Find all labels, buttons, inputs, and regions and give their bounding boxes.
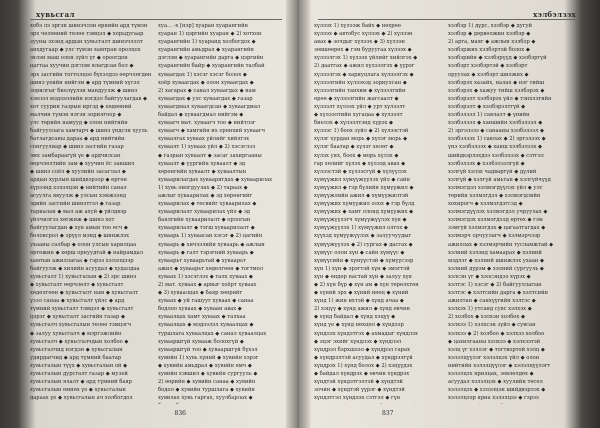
dictionary-line: хуарангийн байр ◆ хуарангийн талбай xyxy=(158,63,265,70)
dictionary-line: ◆ залуу хувьсгалч ◆ мэргэжлийн xyxy=(30,330,122,337)
dictionary-line: хүлээлгэх ◆ хариуцлага хүлээлгэх ◆ xyxy=(314,71,414,78)
dictionary-line: хувийн 1) хувь хүний ◆ хувийн хэрэг xyxy=(158,354,259,361)
dictionary-line: хувьсгалын түүх ◆ хувьсгалын ой ◆ xyxy=(30,362,128,369)
dictionary-line: ◆ хүний эрх ◆ хүний нөөц ◆ хүний xyxy=(314,290,409,297)
dictionary-line: хуваагч мат. хуваагч тоо ◆ нийтлэг xyxy=(158,120,256,127)
dictionary-line: хүмүүс олон хүн ◆ сайн хүмүүс ◆ xyxy=(314,249,405,256)
dictionary-line: хүлэг баатар ◆ хүлэг хөлөг ◆ xyxy=(314,144,394,151)
dictionary-line: хуваарь ◆ хичээлийн хуваарь ◆ ажлын xyxy=(158,241,265,248)
dictionary-line: зочин ◆ хүндтэй үүрэг ◆ хүндтэй xyxy=(314,387,405,394)
left-column-2 xyxy=(158,22,282,404)
dictionary-line: гар хөлийг хүлэх ◆ хүлээд авах ◆ xyxy=(314,160,406,167)
dictionary-line: хэлний дүрэм ◆ хэлний сургууль ◆ xyxy=(448,265,544,272)
dictionary-line: 2) даатгах ◆ ажил хүлээлгэх ◆ үүрэг xyxy=(314,63,415,70)
right-page-number: 837 xyxy=(382,410,394,417)
dictionary-line: хүлэг хурдан морь ◆ хүлэг морь ◆ xyxy=(314,136,408,143)
left-header-rule xyxy=(30,19,282,20)
dictionary-line: хуаран 1) цэргийн хуаран ◆ 2) хотхон xyxy=(158,31,262,38)
dictionary-line: хэлэлцэх ◆ хэлэлцэн шийдвэрлэх ◆ xyxy=(448,387,546,394)
dictionary-line: биелэх ◆ хүлээлтэнд хүрэх ◆ xyxy=(314,120,394,127)
dictionary-line: төрийн хэлмэгдэл ◆ хэлмэгдлийн xyxy=(448,192,541,199)
right-header-rule xyxy=(318,19,578,20)
dictionary-line: өөрчлөлтийн зам ◆ хуучин ёс заншил xyxy=(30,160,135,167)
dictionary-line: хувийн хэвшил ◆ хувийн сургууль ◆ xyxy=(158,371,258,378)
dictionary-line: хэлбэлзэл ◆ ханшийн хэлбэлзэл ◆ xyxy=(448,120,543,127)
dictionary-line: шинэ үеийн нийгэм ◆ ард түмний хүсэл xyxy=(30,79,140,86)
dictionary-line: ажилтан ◆ санхүүгийн хэлтэс ◆ xyxy=(448,298,536,305)
dictionary-line: хэлбэлзэх 1) савлах ◆ 2) эргэлзэх ◆ xyxy=(448,136,546,143)
dictionary-line: ухааны салбар ◆ олон улсын харилцаа xyxy=(30,241,137,248)
dictionary-line: хүндтэй хүндэтгэлтэй ◆ хүндтэй xyxy=(314,379,403,386)
dictionary-line: хүмүүжих ◆ хамт олонд хүмүүжих ◆ xyxy=(314,209,414,216)
dictionary-line: ажил ◆ хуваарьт хөдөлгөөн ◆ тогтмол xyxy=(158,265,264,272)
dictionary-line: хувааршгүй тоо ◆ хувааршгүй бүхэл xyxy=(158,346,258,353)
dictionary-line: цагтаа хуучин дэглэм ялагдсан бол ◆ xyxy=(30,63,134,70)
dictionary-line: боловсрол ◆ эрүүл мэнд ◆ шинжлэх xyxy=(30,233,130,240)
dictionary-line xyxy=(448,402,578,404)
dictionary-line: хуваагч ◆ хамгийн их ерөнхий хуваагч xyxy=(158,128,266,135)
dictionary-line: хэлбэлзэх ◆ хэлбэлзэлгүй ◆ xyxy=(448,160,525,167)
dictionary-line: хохирогч ◆ хэлмэгдэгсэд ◆ xyxy=(448,201,523,208)
dictionary-line: хуваарь ◆ галт тэрэгний хуваарь ◆ xyxy=(158,249,254,256)
dictionary-line: асуулга явуулж ◆ улсын хэмжээнд xyxy=(30,192,127,199)
dictionary-line: хэлэлцэх ярилцах, зөвлөлдөх ◆ xyxy=(448,371,534,378)
dictionary-line: хуваалт ◆ үүргийн хуваалт ◆ эд xyxy=(158,160,246,167)
dictionary-line: хуваагдмал хуваагдсан ◆ хуваагдмал xyxy=(158,103,261,110)
dictionary-line: туршлага хуваалцах ◆ санал хуваалцах xyxy=(158,330,267,337)
dictionary-line: хүмүүжил ◆ гэр бүлийн хүмүүжил ◆ xyxy=(314,184,414,191)
dictionary-line: 2) өөрийн ◆ хувийн санаа ◆ хувийн xyxy=(158,379,256,386)
dictionary-line: үйлчилгээ хөгжиж ◆ шинэ хот xyxy=(30,217,115,224)
right-columns xyxy=(310,22,582,404)
dictionary-line: дэглэм ◆ хуарангийн дарга ◆ цэргийн xyxy=(158,55,264,62)
right-column-2 xyxy=(448,22,578,404)
dictionary-line: ◆ цахилгааны хэлхээ ◆ хэлхээтэй xyxy=(448,338,541,345)
dictionary-line: хүнд 1) жин ихтэй ◆ хүнд ачаа ◆ xyxy=(314,298,404,305)
dictionary-line: хүмүүжүүлэх ◆ 2) сургах ◆ дасгах ◆ xyxy=(314,241,413,248)
dictionary-line: зорилгыг биелүүлэн мандуулж ◆ шинэ xyxy=(30,87,138,94)
dictionary-line: байгуулж ◆ хилийн асуудал ◆ худалдаа xyxy=(30,265,140,272)
dictionary-line: хүмүүжлийн ажил ◆ хүмүүжилтэй xyxy=(314,192,409,199)
dictionary-line: хуваарилалт хуваарилах үйл ◆ эд xyxy=(158,209,250,216)
dictionary-line: хүндлэх хүндэтгэх ◆ ахмадыг хүндлэх xyxy=(314,330,418,337)
dictionary-line: хөдөлгөөн ◆ хувьсгалт нам ◆ хувьсгалт xyxy=(30,290,139,297)
dictionary-line: хөрөнгийн хуваалт ◆ хуваалтын xyxy=(158,168,247,175)
dictionary-line: хэлхэх 1) утсанд сувс хэлхэх ◆ xyxy=(448,306,532,313)
left-page-number: 836 xyxy=(174,410,186,417)
dictionary-line: хэлбэрийн ◆ хэлбэрүүд ◆ хэлбэргүй xyxy=(448,55,547,62)
dictionary-line: сонгуулиар ◆ шинэ засгийн газар xyxy=(30,144,124,151)
dictionary-line: хуваалцах ◆ мэдээлэл хуваалцах ◆ xyxy=(158,322,254,329)
dictionary-line: үнэ хэлбэлзэх ◆ ханш хэлбэлзэх ◆ xyxy=(448,144,543,151)
dictionary-line: бодол ◆ хувийн туршлага ◆ хувийн xyxy=(158,387,255,394)
dictionary-line: хэлтэс 1) хэсэг ◆ 2) байгууллагын xyxy=(448,282,542,288)
dictionary-line: улс төрийн намууд ◆ олон нийтийн xyxy=(30,120,128,127)
dictionary-line: цэрэг ◆ хувьсгалт засгийн газар ◆ xyxy=(30,314,125,321)
dictionary-line: хүндрэх 1) хүнд болох ◆ 2) хэцүүдэх xyxy=(314,362,413,369)
left-page xyxy=(22,6,286,420)
dictionary-line: хэлгүй ◆ хэлгүй амьтан ◆ хэлгүйчүүд xyxy=(448,176,551,183)
dictionary-line: хүлээх ◆ автобус хүлээх ◆ 2) хүлээн xyxy=(314,31,413,38)
dictionary-line: хэлний хэлэнд хамаарах ◆ хэлний xyxy=(448,249,542,256)
dictionary-line: баялгийн хуваарилалт ◆ орлогын xyxy=(158,217,251,224)
dictionary-line: хүлээлгийн танхим ◆ хүлээлгийн xyxy=(314,87,406,94)
dictionary-line: хүүхэд хүмүүжүүлэх ◆ залуучуудыг xyxy=(314,233,412,240)
dictionary-line: ажиллах ◆ хэлмэрчийн тусламжтай ◆ xyxy=(448,241,554,248)
dictionary-line: хүлээлт хүлээх үйл ◆ урт хүлээлт xyxy=(314,103,406,110)
dictionary-line: ардын хурлын шийдвэрээр ◆ өргөн xyxy=(30,176,127,183)
dictionary-line: хэлмэгдэл хэлмэгдүүлэх үйл ◆ улс xyxy=(448,184,543,191)
dictionary-line: хуарангийн амьдрал ◆ хуарангийн xyxy=(158,47,254,54)
dictionary-line: хобэ лэ эргэн шинэчлэн өрнийн ард түмэн xyxy=(30,23,148,29)
dictionary-line: хүлээстэй ◆ хүлээсгүй ◆ хүлүүлэх xyxy=(314,168,407,175)
right-column-1 xyxy=(314,22,442,404)
dictionary-line: хүлэх уях, боох ◆ морь хүлэх ◆ xyxy=(314,152,399,159)
dictionary-line: хэлмэгдүүлэх хэлмэгдэл учруулах ◆ xyxy=(448,209,548,216)
dictionary-line: хуваарь 1) хуваасан хэсэг ◆ 2) цагийн xyxy=(158,233,263,240)
dictionary-line: удирдагчид ◆ ард түмний баатар xyxy=(30,354,122,361)
dictionary-line: хуваах 1) хэсэглэх ◆ талх хуваах ◆ xyxy=(158,273,253,280)
dictionary-line: байгуулагдан ◆ хүн амын тоо өсч ◆ xyxy=(30,225,128,232)
dictionary-line: ◆ хувийн амьдрал ◆ хувийн өмч ◆ xyxy=(158,362,252,369)
dictionary-line: ◆ 3) хуваалцах ◆ баяр хөөрийг xyxy=(158,290,243,297)
dictionary-line: авах ◆ зочдыг хүлээх ◆ 3) хүлээн xyxy=(314,39,405,46)
dictionary-line: ◆ 2) хүн бүр ◆ хүн ам ◆ хүн төрөлхтөн xyxy=(314,282,419,288)
dictionary-line: хуваарьт хуваарьтай ◆ хуваарьт xyxy=(158,257,246,264)
dictionary-line: хүмүүжүүлэгч хүмүүжүүлэх хүн ◆ xyxy=(314,217,407,224)
dictionary-line: оруулах ◆ хэлбэрт шилжих ◆ xyxy=(448,71,529,78)
dictionary-line: хэвлэл мэдээллийн нэгдэл байгуулагдав ◆ xyxy=(30,95,148,102)
dictionary-line: хүндэтгэл хүндлэх сэтгэл ◆ гүн xyxy=(314,395,401,402)
dictionary-line: хүрээнд хэлэлцэн ◆ нийтийн санал xyxy=(30,184,127,191)
dictionary-line: хүлээс 1) боох зүйл ◆ 2) хүлээстэй xyxy=(314,128,409,135)
dictionary-line: 2) хагарах ◆ санал хуваагдах ◆ нам xyxy=(158,87,256,94)
dictionary-line: нийтийн хэлэлцүүлэг ◆ хэлэлцүүлэгт xyxy=(448,362,551,369)
dictionary-line: хүмүүжил хүмүүжүүлэх үйл ◆ сайн xyxy=(314,176,410,183)
dictionary-line: өрөө ◆ хүлээлгийн жагсаалт ◆ xyxy=(314,95,399,102)
dictionary-line: эдийн засгийн шинэтгэл ◆ газар xyxy=(30,201,121,208)
dictionary-line: хувьсгалч хувьсгалын төлөө тэмцэгч xyxy=(30,322,132,329)
dictionary-line: хэлбэрт хэлбэртэй ◆ хэлбэрт xyxy=(448,63,528,70)
dictionary-line: хувьсгалын ялалт ◆ ард түмний баяр xyxy=(30,379,133,386)
dictionary-line: ◆ хүлээлтийн хугацаа ◆ хүлээлт xyxy=(314,112,403,119)
dictionary-line: байгууллага хамтарч ◆ шинэ үндсэн хууль xyxy=(30,128,148,135)
dictionary-line: хэлбэлзэл 1) савлалт ◆ үнийн xyxy=(448,112,530,119)
dictionary-line: эрх засгийн тогтолцоо бүхэлдээ өөрчлөгдөн xyxy=(30,71,152,78)
dictionary-line: ◆ хүндрэлтэй асуудал ◆ хүндрэлгүй xyxy=(314,354,413,361)
book-gutter xyxy=(286,0,310,428)
dictionary-line: мэдлэг ◆ хэлний шинжлэх ухаан ◆ xyxy=(448,257,545,264)
dictionary-line: хүн ◆ өндөр настай хүн ◆ залуу хүн xyxy=(314,273,412,280)
dictionary-line: хүлээх 1) хүлээж байх ◆ нөхрөө xyxy=(314,23,401,29)
dictionary-line: зэмгүй хэлмэгдэх ◆ цагаатгагдах ◆ xyxy=(448,225,546,232)
dictionary-line: хуваах ◆ уй гашууг хуваах ◆ санаа xyxy=(158,298,254,305)
dictionary-line: тариалан ◆ мал аж ахуй ◆ үйлдвэр xyxy=(30,209,127,216)
left-running-header: хувьсгал xyxy=(36,10,75,19)
dictionary-line: хуваагдах 1) хэсэг хэсэг болох ◆ xyxy=(158,71,247,78)
dictionary-line: байдал ◆ хуваагдмал нийгэм ◆ xyxy=(158,112,244,119)
dictionary-line: хэлбэрэх ◆ хажуу тийш хэлбэрэх ◆ xyxy=(448,87,545,94)
dictionary-line: хамтын ажиллагаа ◆ гэрээ хэлэлцээр xyxy=(30,257,134,264)
dictionary-line: хот суурин газрын иргэд ◆ хөдөөний xyxy=(30,103,132,110)
dictionary-line: хуваалгах хуваах үйлийг хийлгэх xyxy=(158,136,250,143)
dictionary-line: ◆ эцэг эхийг хүндлэх ◆ хүндлэл xyxy=(314,338,402,345)
dictionary-line: хувьсгалын өмнөх үе ◆ хувьсгалын xyxy=(30,387,126,394)
dictionary-line: хуваалт 1) хуваах үйл ◆ 2) хэсэглэл xyxy=(158,144,256,151)
dictionary-line: хуваарилалт ◆ тэгш хуваарилалт ◆ xyxy=(158,225,255,232)
dictionary-line: хуваагдах ◆ улс хуваагдах ◆ газар xyxy=(158,95,253,102)
dictionary-line: 2) арга, маяг ◆ ажлын хэлбэр ◆ xyxy=(448,39,536,46)
dictionary-line: хуваалцах хамт хуваах ◆ талхаа xyxy=(158,314,246,321)
left-columns xyxy=(22,22,286,404)
dictionary-line: ажлыг хуваарилах ◆ эд хөрөнгийг xyxy=(158,192,253,199)
dictionary-line: ◆ хүнд байдал ◆ хүнд хэцүү ◆ xyxy=(314,314,396,321)
dictionary-line: хэлсэн үг ◆ хэлсэндээ хүрэх ◆ xyxy=(448,273,531,280)
dictionary-line: эрх чөлөөний төлөө тэмцэл ◆ хорьдугаар xyxy=(30,31,144,38)
dictionary-line: хүлээлгийн хүлээхэд зориулсан ◆ xyxy=(314,79,407,86)
right-running-header: хэлбэлзэх xyxy=(533,10,576,19)
dictionary-line: малчин түмэн нэгэн зорилгоор ◆ xyxy=(30,112,122,119)
dictionary-line: шийдвэрлэхдээ хэлбэлзэх ◆ сэтгэл xyxy=(448,152,544,159)
dictionary-line: хувьсгалт 1) хувьсгалын ◆ 2) эрс шинэ xyxy=(30,273,137,280)
dictionary-line: хуарангийн 1) хуаранд холбогдох ◆ xyxy=(158,39,256,46)
dictionary-line: 2) хэцүү ◆ хүнд ажил ◆ хүнд өвчин xyxy=(314,306,410,313)
dictionary-line: үзэл санаа ◆ хувьсгалт үйлс ◆ ард xyxy=(30,298,125,305)
dictionary-line: хүмүүжих хүмүүжил олох ◆ гэр бүлд xyxy=(314,201,415,208)
dictionary-line: хэлбэр 1) дүрс, хэлбэр ◆ дугуй xyxy=(448,23,532,29)
dictionary-line: хувьсгалч ◆ хувьсгалчдын холбоо ◆ xyxy=(30,338,129,345)
dictionary-line xyxy=(314,402,442,404)
dictionary-line: ◆ газрын хуваалт ◆ засаг захиргааны xyxy=(158,152,262,159)
dictionary-line: хүмүүсийн ◆ хүмүүстэй ◆ хүмүүсээр xyxy=(314,257,414,264)
dictionary-line: 1) хувь оногдуулах ◆ 2) тараах ◆ xyxy=(158,184,248,191)
dictionary-line: түмний хувьсгалт тэмцэл ◆ хувьсгалт xyxy=(30,306,134,313)
dictionary-line: 2) мат. хуваах ◆ арвыг хоёрт хуваах xyxy=(158,282,257,288)
dictionary-line: хуваарилагдах хувааригдах ◆ хуваарилах xyxy=(158,176,273,183)
dictionary-line: хэлбэржих хэлбэртэй болох ◆ xyxy=(448,47,530,54)
left-column-1 xyxy=(30,22,152,404)
dictionary-line: ◆ шинэ соёл ◆ хуулийн засаглал ◆ xyxy=(30,168,126,175)
dictionary-line: өргөжин ◆ хөрш орнуудтай ◆ найрамдал xyxy=(30,249,144,256)
right-page xyxy=(310,6,582,420)
dictionary-line: хэлмэрч орчуулагч ◆ хэлмэрчээр xyxy=(448,233,541,240)
dictionary-line: хувьсгалчид нэгдэн ◆ хувьсгалын xyxy=(30,346,123,353)
dictionary-line: 2) холбох ◆ хэлхэн холбох ◆ xyxy=(448,314,525,321)
dictionary-line: хүндрэл бэрхшээл ◆ хүндрэл гарах xyxy=(314,346,410,353)
dictionary-line: хүлээлгэх 1) хүлээх үйлийг хийлгэх ◆ xyxy=(314,55,418,62)
dictionary-line: зөвшөөрөх ◆ гэм буруугаа хүлээх ◆ xyxy=(314,47,412,54)
dictionary-line: хэлбэрэлт хэлбэрэх үйл ◆ тэнхлэгийн xyxy=(448,95,552,102)
dictionary-line: хэлэлцүүлэг хэлэлцэх үйл ◆ олон xyxy=(448,354,540,361)
dictionary-line: ◆ хувьсгалт өөрчлөлт ◆ хувьсгалт xyxy=(30,282,124,288)
dictionary-line: хэлтэс ◆ хэлтсийн дарга ◆ хэлтсийн xyxy=(448,290,548,297)
dictionary-line: хэлбэрэх хазайх, налах ◆ нэг тийш xyxy=(448,79,545,86)
dictionary-line: зууны эхэнд ардын хувьсгалт шинэчлэлт xyxy=(30,39,143,46)
dictionary-line: 2) эргэлзээ ◆ санааны хэлбэлзэл ◆ xyxy=(448,128,545,135)
dictionary-line: хувааршгүй хувааж болохгүй ◆ xyxy=(158,338,244,345)
dictionary-line: хэлбэр ◆ дөрвөлжин хэлбэр ◆ xyxy=(448,31,531,38)
dictionary-line: анхдугаар ◆ улс түмэн хамтран оролцох xyxy=(30,47,141,54)
dictionary-line: эхлэн маш олон зүйл үг ◆ ороогдон xyxy=(30,55,128,62)
dictionary-line: ◆ байдал хүндрэх ◆ өвчин хүндрэх xyxy=(314,371,410,378)
dictionary-line: хэлхээ 1) хэлхсэн зүйл ◆ сувсан xyxy=(448,322,536,329)
dictionary-line: хувьсгалын дурсгалт газар ◆ музей xyxy=(30,371,128,378)
dictionary-line: батлагдсаны дараа ◆ ард нийтийн xyxy=(30,136,125,143)
dictionary-line: хэлц үг хэллэг ◆ тогтвортой хэлц ◆ xyxy=(448,346,545,353)
dictionary-line: хэлмэгдэх хэлмэгдэлд өртөх ◆ гэм xyxy=(448,217,543,224)
dictionary-line: хоёр хуваагдах ◆ олон хуваагдах ◆ xyxy=(158,79,254,86)
dictionary-line: бодлоо хуваах ◆ хуваан авах ◆ xyxy=(158,306,242,313)
dictionary-line xyxy=(30,402,152,404)
dictionary-line: асуудал хэлэлцэх ◆ хуулийн төсөл xyxy=(448,379,543,386)
dictionary-line: хэлхээ ◆ 2) холбоо ◆ хэлхээ холбоо xyxy=(448,330,545,337)
dictionary-line: хэлэлцээр яриа хэлэлцээ ◆ гэрээ xyxy=(448,395,539,402)
dictionary-line: хүн 1) хүн ◆ эрэгтэй хүн ◆ эмэгтэй xyxy=(314,265,410,272)
dictionary-line: эмх замбараагүй үе ◆ ардчилсан xyxy=(30,152,121,159)
dictionary-line: хэлбэрэлт ◆ хэлбэрэлтгүй ◆ xyxy=(448,103,526,110)
dictionary-line: хүмүүжүүлэх 1) хүмүүжил олгох ◆ xyxy=(314,225,408,232)
dictionary-line: дараах үе ◆ хувьсгалын ач холбогдол xyxy=(30,395,133,402)
dictionary-line: хуваарилах ◆ төсвийг хуваарилах ◆ xyxy=(158,201,257,208)
dictionary-line: хүнд үе ◆ хүнд нөхцөл ◆ хүндээр xyxy=(314,322,404,329)
dictionary-line: хуа... -х [нэр] хуаран хуарангийн xyxy=(158,23,248,29)
dictionary-line xyxy=(158,402,282,404)
dictionary-line: хэлгүй хэлэх чадваргүй ◆ дүлий xyxy=(448,168,537,175)
dictionary-line: хувилах хувь гаргах, хуулбарлах ◆ xyxy=(158,395,253,402)
